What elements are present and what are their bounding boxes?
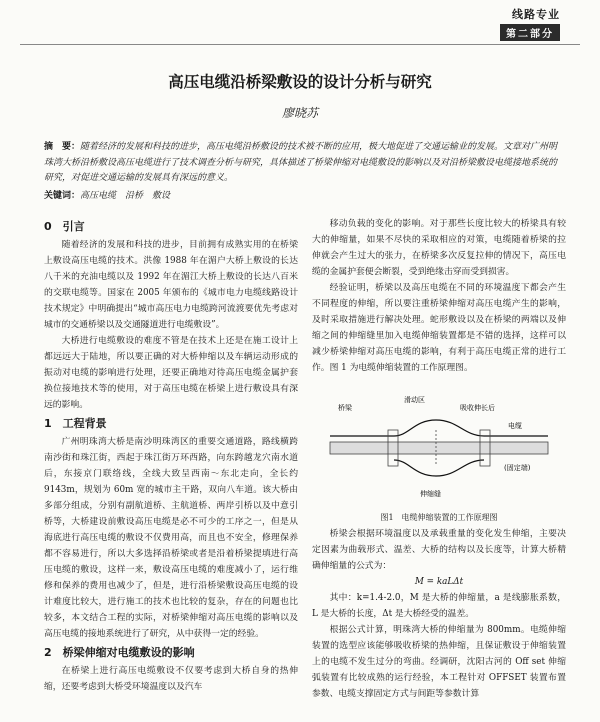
paragraph: 在桥梁上进行高压电缆敷设不仅要考虑到大桥自身的热伸缩，还要考虑到大桥受环境温度以及汽车 xyxy=(44,666,298,692)
paragraph: 根据公式计算，明珠湾大桥的伸缩量为 800mm。电缆伸缩装置的选型应该能够吸收桥梁的热伸缩，且保证敷设于伸缩装置上的电缆不发生过分的弯曲。经调研，沈阳古河的 Off set 伸缩弧装置有比较成熟的运行经验，本工程针对 OFFSET 装置布置参数、电缆支撑固定方式与间距等参数计算 xyxy=(312,625,566,699)
label-joint: 伸缩缝 xyxy=(420,490,441,498)
paragraph: 广州明珠湾大桥是南沙明珠湾区的重要交通道路，路线横跨南沙街和珠江街，西起于珠江街万环西路，向东跨越龙穴南水道后，东接京门联络线，全线大致呈西南～东北走向，全长约 9143m，规划为 60m 宽的城市主干路，双向八车道。该大桥由多部分组成，分别有副航道桥、主航道桥、两岸引桥以及中意引桥等，大桥建设前敷设高压电缆是必不可少的工序之一，但是从海底进行高压电缆的敷设不仅费用高，而且也不安全，修理保养都不容易进行，所以大多选择沿桥梁或者是沿着桥梁提填进行高压电缆的敷设，这样一来，敷设高压电缆的难度减小了，运行维修和保养的费用也减少了，但是，进行沿桥梁敷设高压电缆的设计难度比较大，进行施工的技术也比较的复杂，存在的问题也比较多，本文结合工程的实际，对桥梁伸缩对高压电缆的影响以及高压电缆的接地系统进行了研究，从中获得一定的经验。 xyxy=(44,437,298,639)
expansion-device-diagram xyxy=(324,390,554,508)
keywords-text: 高压电缆 沿桥 敷设 xyxy=(80,191,171,201)
abstract xyxy=(44,140,560,187)
paragraph: 随着经济的发展和科技的进步，目前拥有成熟实用的在桥梁上敷设高压电缆的技术。洪像 1988 年在湄户大桥上敷设的长达八千米的充油电缆以及 1992 年在湄江大桥上敷设的长达八百米的交联电缆等。国家在 2005 年颁布的《城市电力电缆线路设计技术规定》中明确提出“城市高压电力电缆跨河流渡要优先考虑对城市的交通桥梁以及交通隧道进行电缆敷设”。 xyxy=(44,240,298,330)
bridge-deck xyxy=(330,442,548,454)
paragraph: 大桥进行电缆敷设的难度不管是在技术上还是在施工设计上都远远大于陆地，所以要正确的对大桥伸缩以及车辆运动形成的振动对电缆的影响进行处理，还要正确地对待高压电缆金属护套换位接地技术等的使用，对于高压电缆在桥梁上进行敷设具有深远的影响。 xyxy=(44,336,298,410)
keywords-label: 关键词： xyxy=(44,191,81,201)
abstract-label: 摘 要： xyxy=(44,142,81,152)
label-slide: 滑动区 xyxy=(404,396,425,404)
figure-caption: 图1 电缆伸缩装置的工作原理图 xyxy=(380,513,498,522)
label-expand: 吸收伸长后 xyxy=(460,404,495,412)
right-column xyxy=(312,216,566,702)
section-heading-intro: 0 引言 xyxy=(44,220,85,233)
paragraph: 经验证明，桥梁以及高压电缆在不同的环境温度下都会产生不同程度的伸缩，所以要注重桥梁伸缩对高压电缆产生的影响，及时采取措施进行解决处理。蛇形敷设以及在桥梁的两端以及伸缩之间的伸缩缝里加入电缆伸缩装置都是不错的选择，这样可以减少桥梁伸缩对高压电缆的影响，有利于高压电缆正常的进行工作。图 1 为电缆伸缩装置的工作原理图。 xyxy=(312,283,566,373)
header-section-badge: 第二部分 xyxy=(500,24,560,41)
keywords xyxy=(44,188,560,201)
label-bridge: 桥梁 xyxy=(338,404,352,412)
formula: M = kaLΔt xyxy=(414,577,464,587)
abstract-text: 随着经济的发展和科技的进步，高压电缆沿桥敷设的技术被不断的应用，极大地促进了交通运输业的发展。文章对广州明珠湾大桥沿桥敷设高压电缆进行了技术调查分析与研究，具体描述了桥梁伸缩对电缆敷设的影响以及对沿桥梁敷设电缆接地系统的研究，对促进交通运输的发展具有深远的意义。 xyxy=(44,142,558,183)
section-heading-expansion: 2 桥梁伸缩对电缆敷设的影响 xyxy=(44,646,195,659)
paragraph: 移动负载的变化的影响。对于那些长度比较大的桥梁具有较大的伸缩量，如果不尽快的采取相应的对策，电缆随着桥梁的拉伸就会产生过大的张力，在桥梁多次反复拉伸的情况下，高压电缆的金属护套便会断裂，受到绝缘击穿而受到损害。 xyxy=(312,219,566,277)
cable-path-lower xyxy=(394,460,484,476)
label-cable: 电缆 xyxy=(508,422,522,430)
paragraph: 桥梁会根据环境温度以及承载重量的变化发生伸缩，主要决定因素为曲载形式、温差、大桥的结构以及长度等，计算大桥精确伸缩量的公式为： xyxy=(312,529,566,571)
running-header xyxy=(500,6,560,41)
header-rule xyxy=(20,44,580,45)
paper-author: 廖晓苏 xyxy=(281,106,318,120)
paragraph: 其中：k=1.4-2.0，M 是大桥的伸缩量，a 是线膨胀系数，L 是大桥的长度，Δt 是大桥经受的温差。 xyxy=(312,593,566,619)
label-fixed: (固定端) xyxy=(504,464,531,472)
left-column xyxy=(44,216,298,695)
paper-title: 高压电缆沿桥梁敷设的设计分析与研究 xyxy=(168,73,432,91)
section-heading-background: 1 工程背景 xyxy=(44,417,107,430)
header-column-name: 线路专业 xyxy=(512,8,560,21)
